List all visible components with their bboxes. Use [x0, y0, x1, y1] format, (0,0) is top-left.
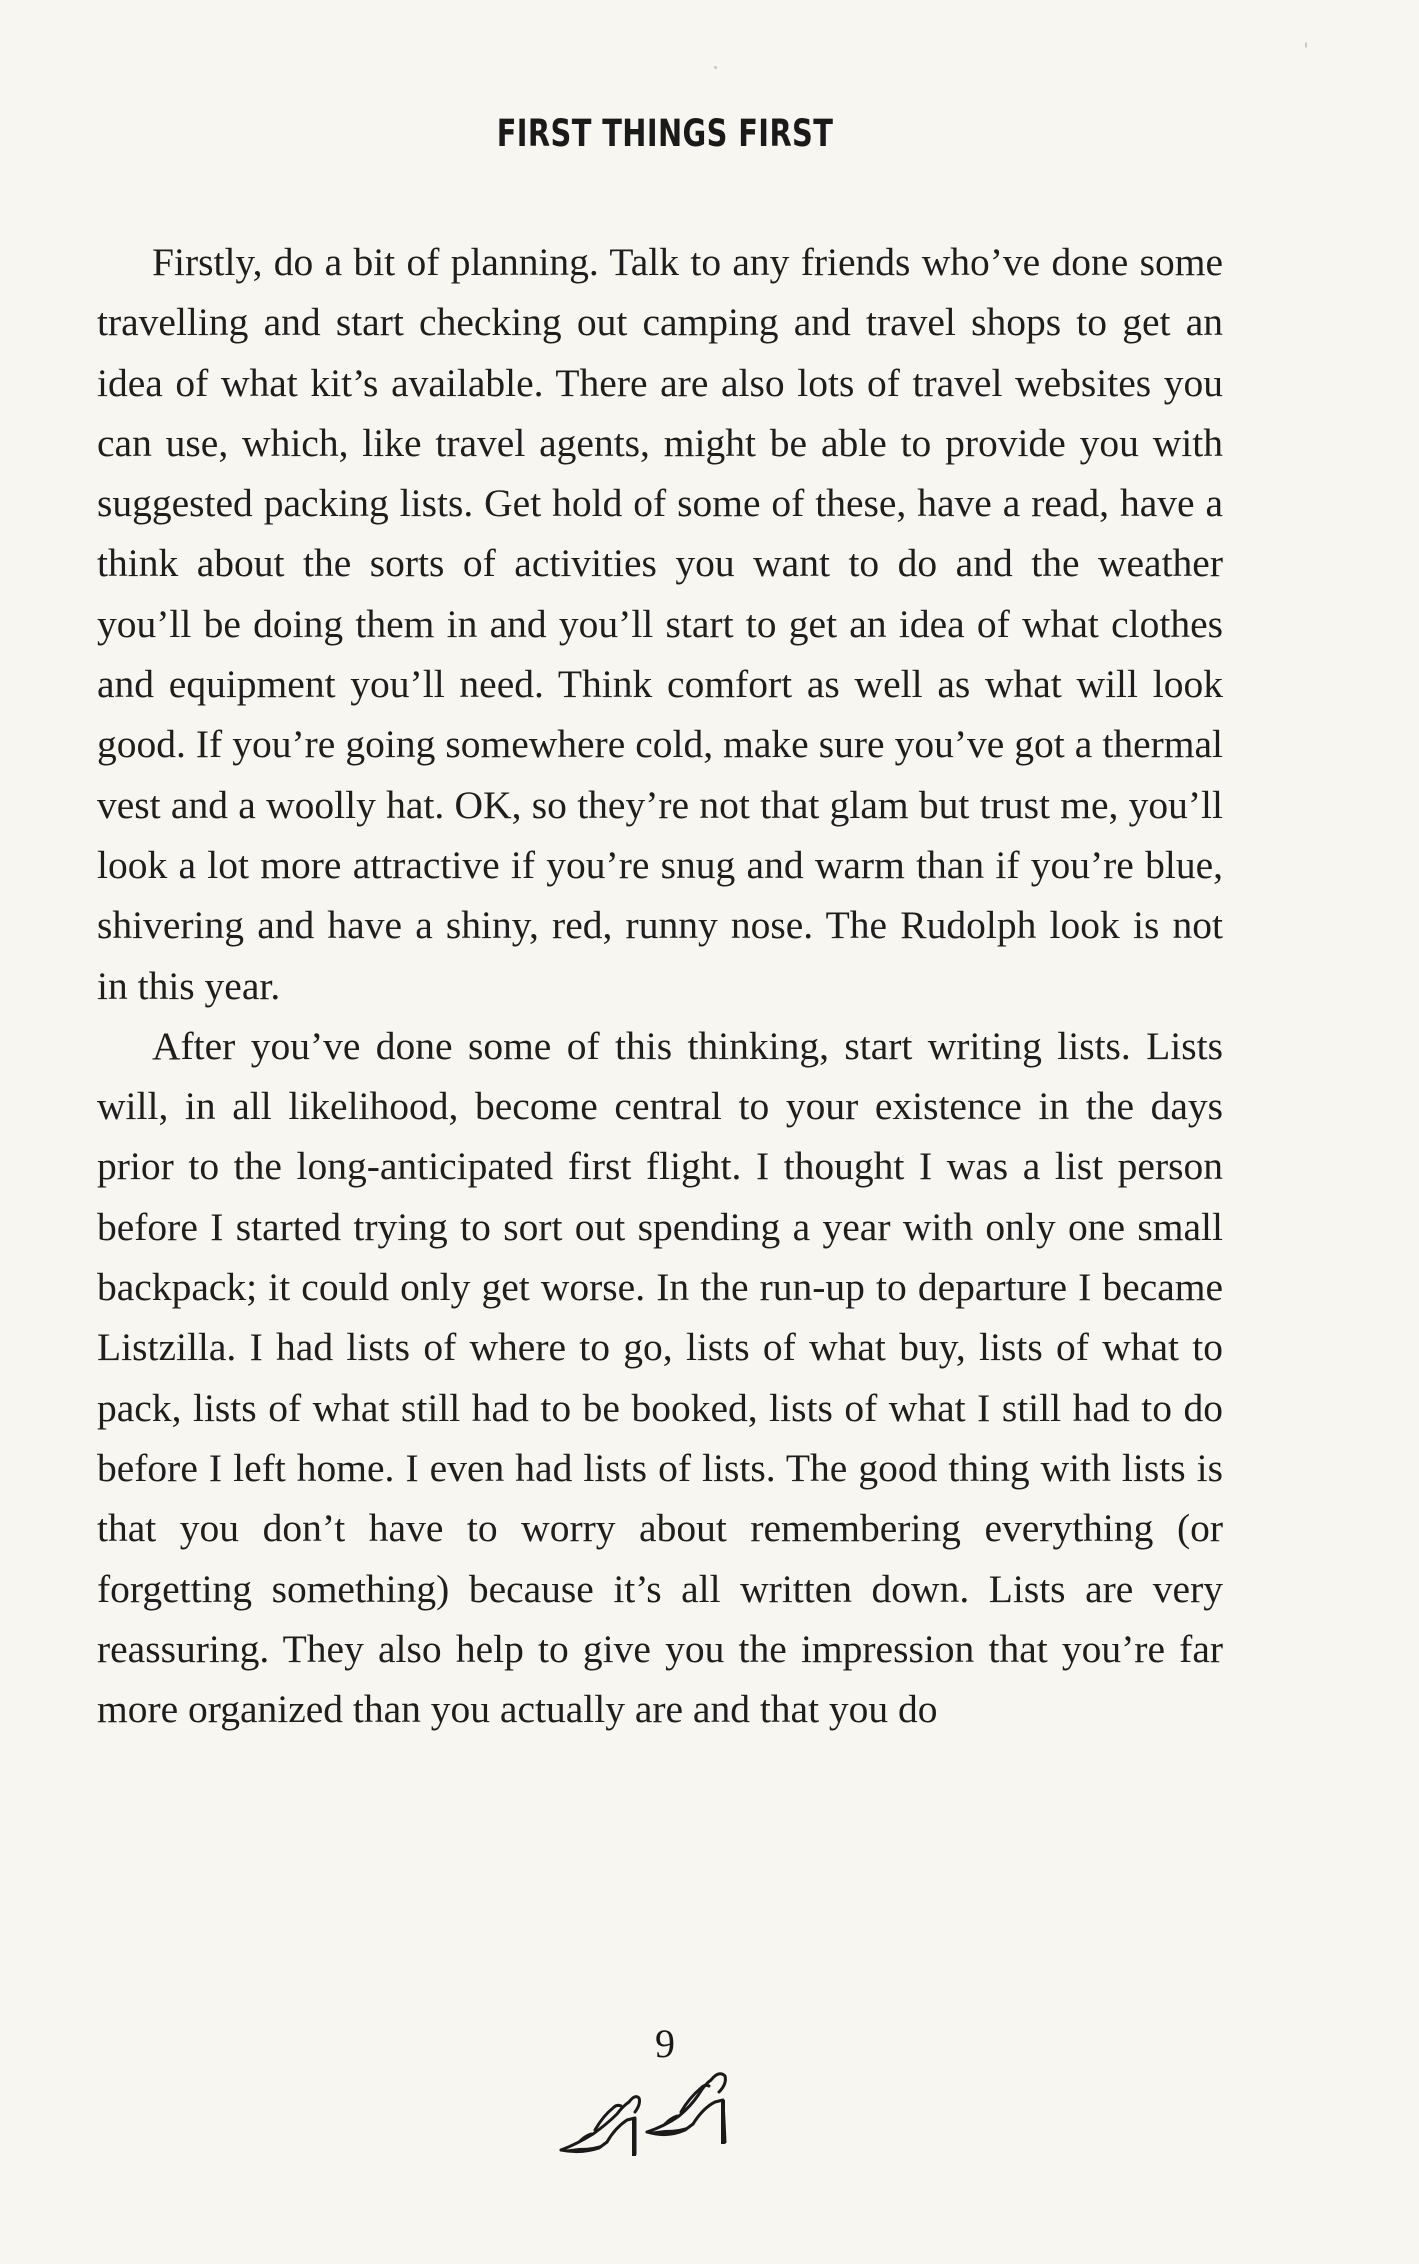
running-head: FIRST THINGS FIRST — [496, 112, 834, 155]
paper-speck — [714, 66, 717, 69]
paragraph-1: Firstly, do a bit of planning. Talk to any friends who’ve done some travelling and start checking out camping and travel shops to get an idea of what kit’s available. There are also lots of travel websites you can use, which, like travel agents, might be able to provide you with suggested packing lists. Get hold of some of these, have a read, have a think about the sorts of activities you want to do and the weather you’ll be doing them in and you’ll start to get an idea of what clothes and equipment you’ll need. Think comfort as well as what will look good. If you’re going somewhere cold, make sure you’ve got a thermal vest and a woolly hat. OK, so they’re not that glam but trust me, you’ll look a lot more attractive if you’re snug and warm than if you’re blue, shivering and have a shiny, red, runny nose. The Rudolph look is not in this year. — [97, 240, 1223, 1008]
body-text — [97, 232, 1223, 1739]
high-heel-shoes-icon — [555, 2050, 740, 2162]
page-number: 9 — [655, 2021, 675, 2066]
paper-speck — [1305, 42, 1307, 48]
paragraph-2: After you’ve done some of this thinking, start writing lists. Lists will, in all likelihood, become central to your existence in the days prior to the long-anticipated first flight. I thought I was a list person before I started trying to sort out spending a year with only one small backpack; it could only get worse. In the run-up to departure I became Listzilla. I had lists of where to go, lists of what buy, lists of what to pack, lists of what still had to be booked, lists of what I still had to do before I left home. I even had lists of lists. The good thing with lists is that you don’t have to worry about remembering everything (or forgetting something) because it’s all written down. Lists are very reassuring. They also help to give you the impression that you’re far more organized than you actually are and that you do — [97, 1023, 1223, 1732]
